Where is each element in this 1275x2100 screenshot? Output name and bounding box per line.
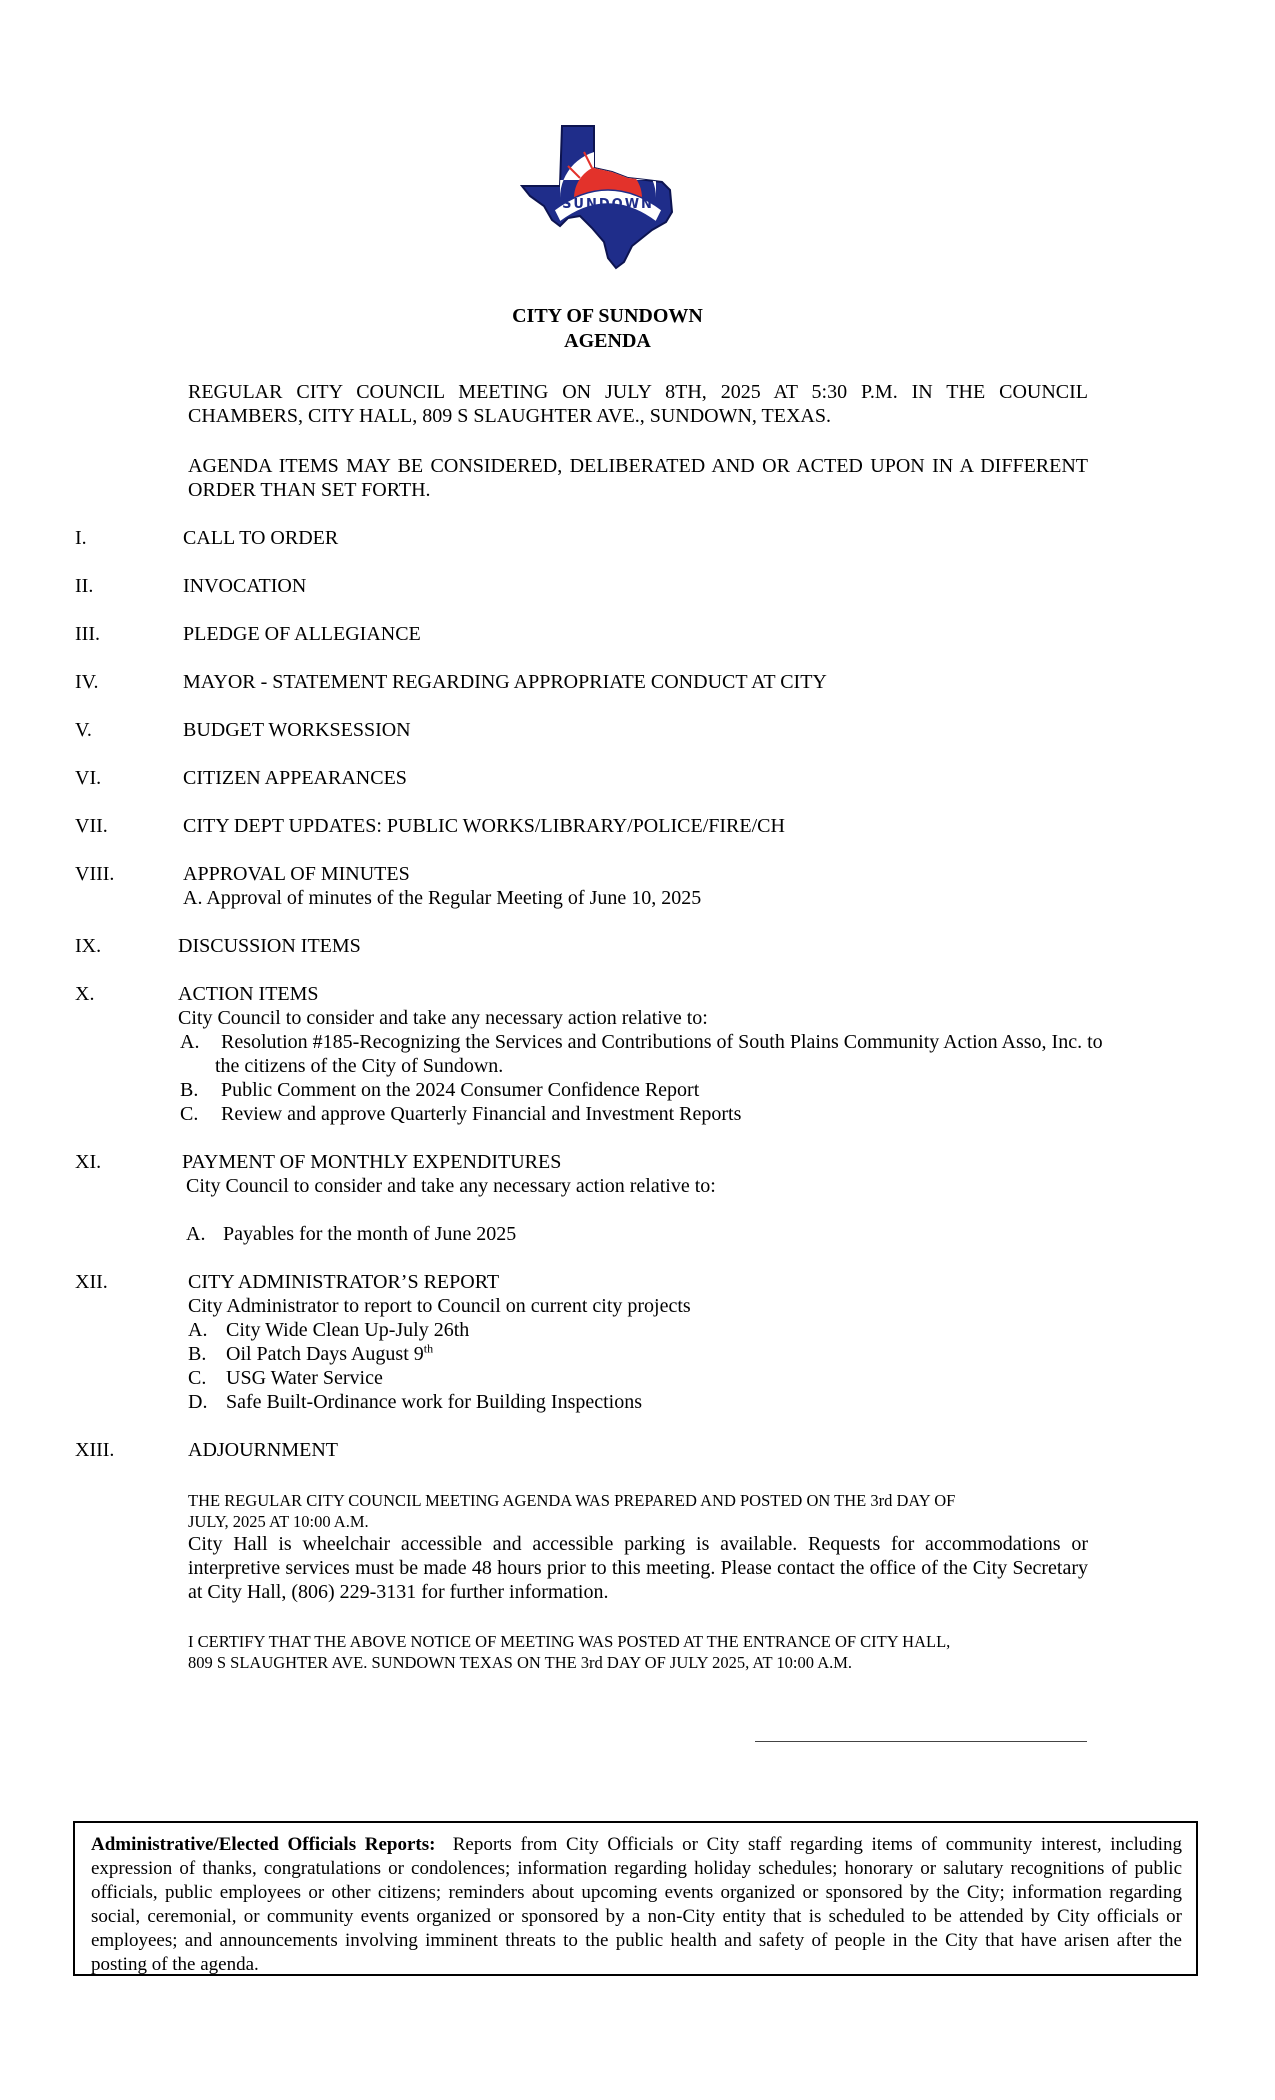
item-label: CITIZEN APPEARANCES: [183, 767, 407, 789]
posting-line-1: THE REGULAR CITY COUNCIL MEETING AGENDA WAS PREPARED AND POSTED ON THE 3rd DAY OF: [188, 1491, 956, 1510]
item-label: INVOCATION: [183, 575, 307, 597]
posting-line-2: JULY, 2025 AT 10:00 A.M.: [188, 1512, 369, 1531]
item-label: BUDGET WORKSESSION: [183, 719, 411, 741]
sub-item: Public Comment on the 2024 Consumer Confidence Report: [221, 1079, 700, 1101]
sub-item-letter: A.: [186, 1223, 206, 1245]
certify-line-2: 809 S SLAUGHTER AVE. SUNDOWN TEXAS ON THE 3rd DAY OF JULY 2025, AT 10:00 A.M.: [188, 1653, 853, 1672]
item-number: V.: [75, 719, 92, 741]
item-label: APPROVAL OF MINUTES: [183, 863, 410, 885]
sub-item-letter: D.: [188, 1391, 208, 1413]
item-label: CALL TO ORDER: [183, 527, 339, 549]
logo-text: SUNDOWN: [562, 197, 654, 212]
sub-item-letter: A.: [188, 1319, 208, 1341]
sub-item: A. Approval of minutes of the Regular Meeting of June 10, 2025: [183, 887, 702, 909]
item-intro: City Council to consider and take any necessary action relative to:: [186, 1175, 716, 1197]
signature-line: [755, 1741, 1087, 1742]
page-subtitle: AGENDA: [564, 330, 651, 352]
sub-item: Safe Built-Ordinance work for Building Inspections: [226, 1391, 643, 1413]
sub-item: Review and approve Quarterly Financial and Investment Reports: [221, 1103, 742, 1125]
order-note: AGENDA ITEMS MAY BE CONSIDERED, DELIBERATED AND OR ACTED UPON IN A DIFFERENT ORDER THAN SET FORTH.: [188, 455, 1088, 501]
page-title: CITY OF SUNDOWN: [512, 305, 703, 327]
item-intro: City Administrator to report to Council on current city projects: [188, 1295, 691, 1317]
sub-item-letter: C.: [180, 1103, 199, 1125]
item-number: XI.: [75, 1151, 102, 1173]
item-number: XII.: [75, 1271, 108, 1293]
sub-item: USG Water Service: [226, 1367, 383, 1389]
item-intro: City Council to consider and take any necessary action relative to:: [178, 1007, 708, 1029]
texas-map-icon: [520, 120, 690, 270]
item-number: IX.: [75, 935, 102, 957]
item-label: MAYOR - STATEMENT REGARDING APPROPRIATE CONDUCT AT CITY: [183, 671, 827, 693]
officials-reports-box: [73, 1821, 1198, 1976]
item-number: I.: [75, 527, 87, 549]
certify-line-1: I CERTIFY THAT THE ABOVE NOTICE OF MEETING WAS POSTED AT THE ENTRANCE OF CITY HALL,: [188, 1632, 951, 1651]
item-number: XIII.: [75, 1439, 115, 1461]
item-number: III.: [75, 623, 100, 645]
item-label: DISCUSSION ITEMS: [178, 935, 361, 957]
accessibility-notice: City Hall is wheelchair accessible and accessible parking is available. Requests for accommodations or interpretive services must be made 48 hours prior to this meeting. Please contact the office of the City Secretary at City Hall, (806) 229-3131 for further information.: [188, 1533, 1088, 1603]
item-label: CITY DEPT UPDATES: PUBLIC WORKS/LIBRARY/POLICE/FIRE/CH: [183, 815, 785, 837]
box-heading: Administrative/Elected Officials Reports:: [91, 1834, 436, 1855]
sub-item-letter: B.: [188, 1343, 207, 1365]
item-label: PLEDGE OF ALLEGIANCE: [183, 623, 421, 645]
sub-item-text: Oil Patch Days August 9: [226, 1343, 424, 1365]
item-label: CITY ADMINISTRATOR’S REPORT: [188, 1271, 500, 1293]
sub-item: Resolution #185-Recognizing the Services and Contributions of South Plains Community Action Asso, Inc. to: [221, 1031, 1103, 1053]
sub-item-letter: A.: [180, 1031, 200, 1053]
item-label: ADJOURNMENT: [188, 1439, 338, 1461]
item-number: X.: [75, 983, 95, 1005]
sub-item: Payables for the month of June 2025: [223, 1223, 517, 1245]
sub-item-continued: the citizens of the City of Sundown.: [215, 1055, 504, 1077]
sub-item-letter: C.: [188, 1367, 207, 1389]
city-logo: [520, 120, 690, 270]
item-number: VI.: [75, 767, 102, 789]
superscript: th: [423, 1341, 434, 1356]
item-number: VII.: [75, 815, 108, 837]
sub-item: [226, 1342, 433, 1366]
meeting-statement: REGULAR CITY COUNCIL MEETING ON JULY 8TH, 2025 AT 5:30 P.M. IN THE COUNCIL CHAMBERS, CITY HALL, 809 S SLAUGHTER AVE., SUNDOWN, TEXAS.: [188, 381, 1088, 427]
item-number: II.: [75, 575, 94, 597]
sub-item: City Wide Clean Up-July 26th: [226, 1319, 470, 1341]
box-body: Reports from City Officials or City staff regarding items of community interest, including expression of thanks, congratulations or condolences; information regarding holiday schedules; honorary or salutary recognitions of public officials, public employees or other citizens; reminders about upcoming events organized or sponsored by the City; information regarding social, ceremonial, or community events organized or sponsored by a non-City entity that is scheduled to be attended by City officials or employees; and announcements involving imminent threats to the public health and safety of people in the City that have arisen after the posting of the agenda.: [91, 1834, 1183, 1975]
item-number: VIII.: [75, 863, 115, 885]
item-number: IV.: [75, 671, 99, 693]
sub-item-letter: B.: [180, 1079, 199, 1101]
item-label: PAYMENT OF MONTHLY EXPENDITURES: [182, 1151, 562, 1173]
item-label: ACTION ITEMS: [178, 983, 319, 1005]
